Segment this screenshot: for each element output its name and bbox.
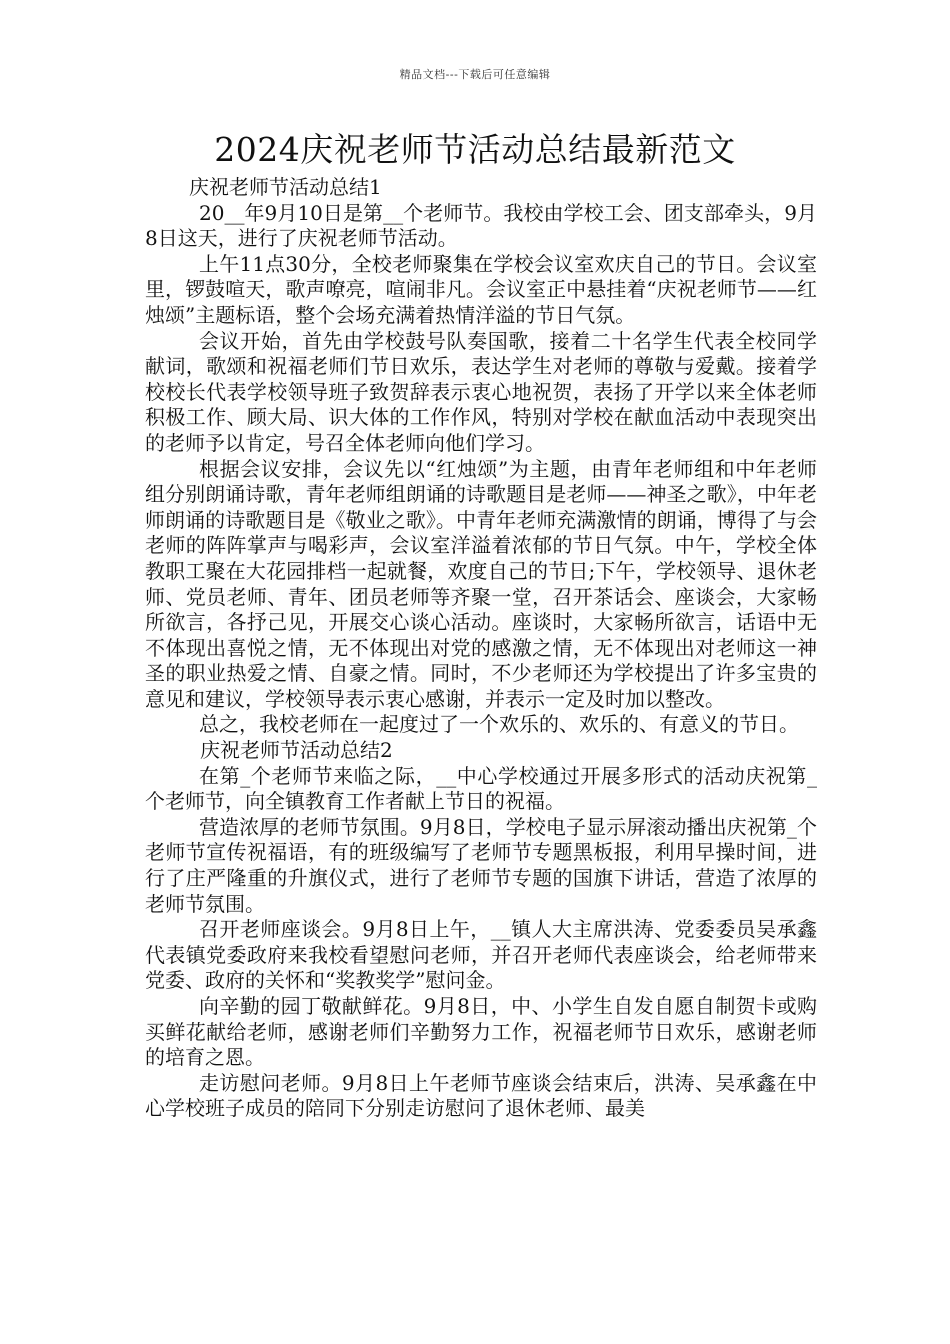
section-heading-2: 庆祝老师节活动总结2 <box>200 738 393 763</box>
paragraph: 上午11点30分，全校老师聚集在学校会议室欢庆自己的节日。会议室里，锣鼓喧天，歌声嘹亮，喧闹非凡。会议室正中悬挂着“庆祝老师节——红烛颂”主题标语，整个会场充满着热情洋溢的节日气氛。 <box>145 251 817 327</box>
paragraph: 向辛勤的园丁敬献鲜花。9月8日，中、小学生自发自愿自制贺卡或购买鲜花献给老师，感谢老师们辛勤努力工作，祝福老师节日欢乐，感谢老师的培育之恩。 <box>145 994 817 1070</box>
paragraph: 20__年9月10日是第__个老师节。我校由学校工会、团支部牵头，9月8日这天，进行了庆祝老师节活动。 <box>145 200 817 251</box>
paragraph: 总之，我校老师在一起度过了一个欢乐的、欢乐的、有意义的节日。 <box>199 712 799 737</box>
paragraph: 会议开始，首先由学校鼓号队奏国歌，接着二十名学生代表全校同学献词，歌颂和祝福老师们节日欢乐，表达学生对老师的尊敬与爱戴。接着学校校长代表学校领导班子致贺辞表示衷心地祝贺，表扬了开学以来全体老师积极工作、顾大局、识大体的工作作风，特别对学校在献血活动中表现突出的老师予以肯定，号召全体老师向他们学习。 <box>145 328 817 455</box>
paragraph: 召开老师座谈会。9月8日上午，__镇人大主席洪涛、党委委员吴承鑫代表镇党委政府来我校看望慰问老师，并召开老师代表座谈会，给老师带来党委、政府的关怀和“奖教奖学”慰问金。 <box>145 917 817 993</box>
document-body <box>145 175 817 1122</box>
section-heading-1: 庆祝老师节活动总结1 <box>189 175 382 199</box>
document-title: 2024庆祝老师节活动总结最新范文 <box>214 130 736 169</box>
paragraph: 走访慰问老师。9月8日上午老师节座谈会结束后，洪涛、吴承鑫在中心学校班子成员的陪同下分别走访慰问了退休老师、最美 <box>145 1070 817 1121</box>
header-note: 精品文档---下载后可任意编辑 <box>399 68 551 81</box>
paragraph: 营造浓厚的老师节氛围。9月8日，学校电子显示屏滚动播出庆祝第_个老师节宣传祝福语，有的班级编写了老师节专题黑板报，利用早操时间，进行了庄严隆重的升旗仪式，进行了老师节专题的国旗下讲话，营造了浓厚的老师节氛围。 <box>145 814 817 916</box>
paragraph: 在第_个老师节来临之际，__中心学校通过开展多形式的活动庆祝第_个老师节，向全镇教育工作者献上节日的祝福。 <box>145 763 817 814</box>
paragraph: 根据会议安排，会议先以“红烛颂”为主题，由青年老师组和中年老师组分别朗诵诗歌，青年老师组朗诵的诗歌题目是老师——神圣之歌》，中年老师朗诵的诗歌题目是《敬业之歌》。中青年老师充满激情的朗诵，博得了与会老师的阵阵掌声与喝彩声，会议室洋溢着浓郁的节日气氛。中午，学校全体教职工聚在大花园排档一起就餐，欢度自己的节日;下午，学校领导、退休老师、党员老师、青年、团员老师等齐聚一堂，召开茶话会、座谈会，大家畅所欲言，各抒己见，开展交心谈心活动。座谈时，大家畅所欲言，话语中无不体现出喜悦之情，无不体现出对党的感激之情，无不体现出对老师这一神圣的职业热爱之情、自豪之情。同时，不少老师还为学校提出了许多宝贵的意见和建议，学校领导表示衷心感谢，并表示一定及时加以整改。 <box>145 456 817 711</box>
